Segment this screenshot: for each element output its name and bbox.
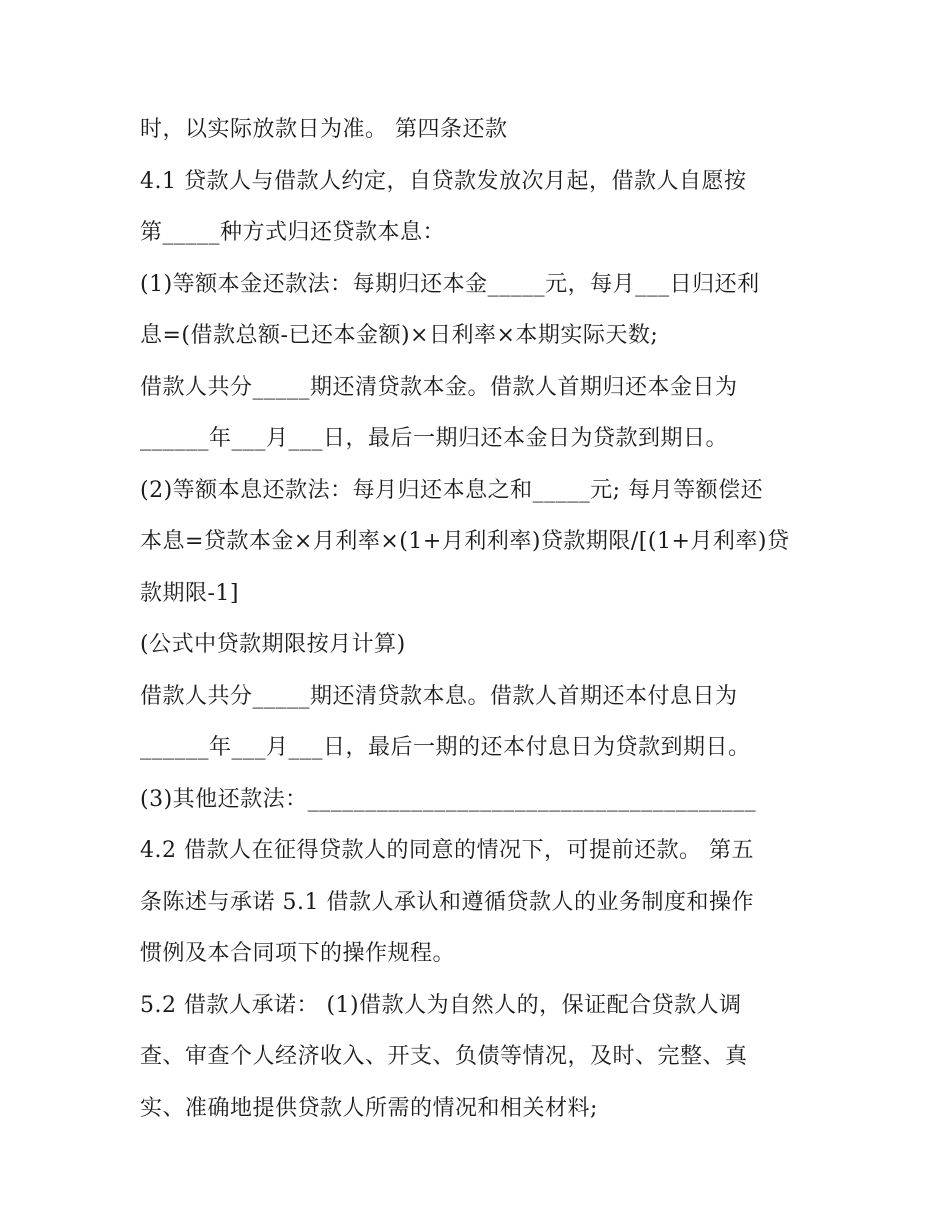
text-line: (1)等额本金还款法：每期归还本金_____元，每月___日归还利 — [140, 271, 760, 297]
text-line: ______年___月___日，最后一期的还本付息日为贷款到期日。 — [140, 735, 751, 760]
text-line: 5.2 借款人承诺： (1)借款人为自然人的，保证配合贷款人调 — [140, 992, 742, 1018]
text-line: 借款人共分_____期还清贷款本金。借款人首期归还本金日为 — [140, 374, 738, 400]
text-line: 4.2 借款人在征得贷款人的同意的情况下，可提前还款。 第五 — [140, 838, 754, 863]
text-line: (公式中贷款期限按月计算) — [140, 632, 406, 657]
document-body — [140, 110, 820, 1140]
text-line: 时，以实际放款日为准。 第四条还款 — [140, 117, 508, 142]
text-line: 本息=贷款本金×月利率×(1+月利利率)贷款期限/[(1+月利率)贷 — [140, 529, 790, 554]
text-line: (3)其他还款法：_______________________________________ — [140, 786, 757, 812]
text-line: 4.1 贷款人与借款人约定，自贷款发放次月起，借款人自愿按 — [140, 168, 747, 194]
text-line: 条陈述与承诺 5.1 借款人承认和遵循贷款人的业务制度和操作 — [140, 889, 754, 915]
text-line: 实、准确地提供贷款人所需的情况和相关材料; — [140, 1095, 598, 1121]
text-line: (2)等额本息还款法：每月归还本息之和_____元; 每月等额偿还 — [140, 477, 764, 503]
text-line: 惯例及本合同项下的操作规程。 — [140, 941, 456, 966]
text-line: 款期限-1] — [140, 580, 240, 606]
text-line: 查、审查个人经济收入、开支、负债等情况，及时、完整、真 — [140, 1044, 748, 1069]
text-line: 借款人共分_____期还清贷款本息。借款人首期还本付息日为 — [140, 683, 738, 709]
text-line: 息=(借款总额-已还本金额)×日利率×本期实际天数; — [140, 323, 659, 348]
text-line: 第_____种方式归还贷款本息： — [140, 220, 446, 245]
text-line: ______年___月___日，最后一期归还本金日为贷款到期日。 — [140, 426, 729, 451]
